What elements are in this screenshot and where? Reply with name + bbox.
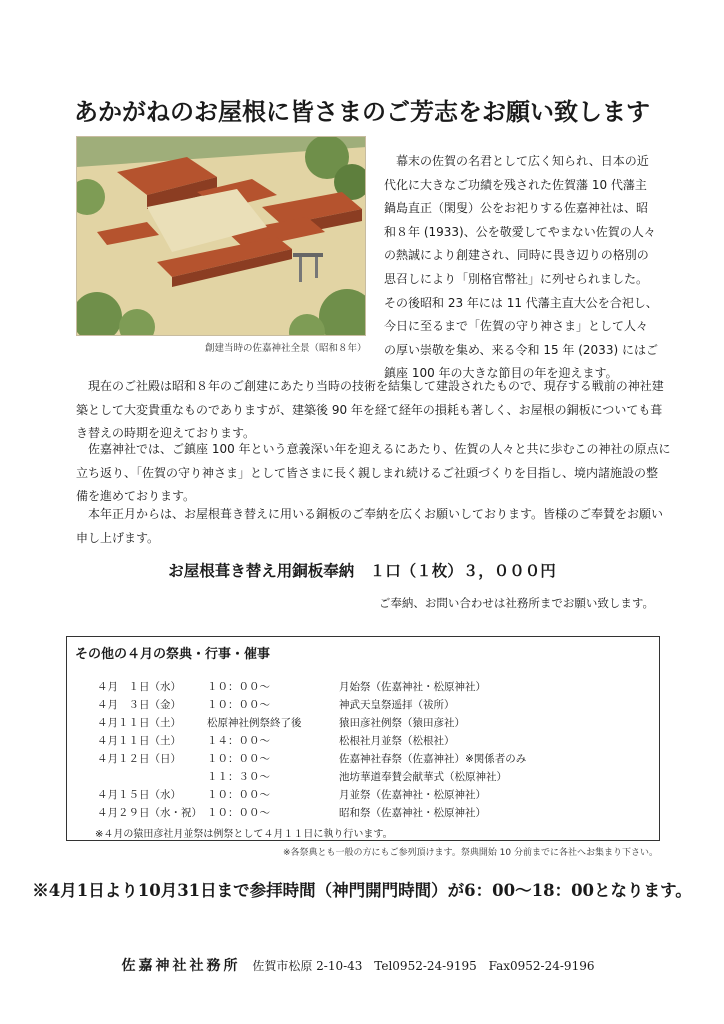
intro-line: 代化に大きなご功績を残された佐賀藩 10 代藩主: [384, 177, 647, 192]
intro-line: 思召しにより「別格官幣社」に列せられました。: [384, 271, 649, 286]
footer: [0, 955, 724, 975]
intro-line: の熱誠により創建され、同時に畏き辺りの格別の: [384, 248, 649, 263]
attendance-note: ※各祭典とも一般の方にもご参列頂けます。祭典開始 10 分前までに各社へお集まり下さい。: [283, 848, 658, 858]
intro-line: 鍋島直正（閑叟）公をお祀りする佐嘉神社は、昭: [384, 201, 649, 216]
event-name: 月並祭（佐嘉神社・松原神社）: [339, 789, 486, 801]
shrine-aerial-image: [77, 137, 366, 336]
photo-caption: 創建当時の佐嘉神社全景（昭和８年）: [205, 343, 367, 354]
event-row: [67, 751, 661, 769]
intro-line: 和８年 (1933)、公を敬愛してやまない佐賀の人々: [384, 224, 656, 239]
event-row: [67, 697, 661, 715]
paragraph-line: 現在のご社殿は昭和８年のご創建にあたり当時の技術を結集して建設されたもので、現存する戦前の神社建: [76, 379, 664, 393]
events-box: [66, 636, 660, 841]
paragraph-line: 佐嘉神社では、ご鎮座 100 年という意義深い年を迎えるにあたり、佐賀の人々と共に歩むこの神社の原点に: [76, 442, 671, 456]
event-name: 月始祭（佐嘉神社・松原神社）: [339, 681, 486, 693]
event-time: 松原神社例祭終了後: [207, 717, 302, 729]
events-note: ※４月の猿田彦社月並祭は例祭として４月１１日に執り行います。: [95, 829, 393, 840]
footer-phone: Tel0952-24-9195: [374, 959, 477, 973]
event-row: [67, 715, 661, 733]
intro-line: 幕末の佐賀の名君として広く知られ、日本の近: [384, 154, 649, 168]
footer-organization: 佐嘉神社社務所: [121, 958, 241, 974]
event-row: [67, 733, 661, 751]
event-name: 松根社月並祭（松根社）: [339, 735, 455, 747]
intro-text: [384, 150, 674, 386]
event-name: 佐嘉神社春祭（佐嘉神社）※関係者のみ: [339, 753, 527, 765]
visiting-hours-notice: ※4月1日より10月31日まで参拝時間（神門開門時間）が6：00～18：00となります。: [32, 881, 692, 900]
intro-line: 鎮座 100 年の大きな節目の年を迎えます。: [384, 366, 618, 381]
intro-line: の厚い崇敬を集め、来る令和 15 年 (2033) にはご: [384, 342, 658, 357]
event-date: ４月 ３日（金）: [97, 699, 181, 711]
paragraph-line: 築として大変貴重なものでありますが、建築後 90 年を経て経年の損耗も著しく、お屋根の銅板についても葺: [76, 402, 663, 417]
event-date: ４月１１日（土）: [97, 735, 181, 747]
paragraph-centennial: [76, 438, 671, 509]
event-time: １０：００～: [207, 807, 270, 819]
paragraph-line: 備を進めております。: [76, 489, 196, 503]
event-name: 神武天皇祭遥拝（祓所）: [339, 699, 455, 711]
intro-line: その後昭和 23 年には 11 代藩主直大公を合祀し、: [384, 295, 658, 310]
event-date: ４月 １日（水）: [97, 681, 181, 693]
event-row: [67, 769, 661, 787]
paragraph-line: 立ち返り、「佐賀の守り神さま」として皆さまに長く親しまれ続けるご社頭づくりを目指し、境内諸施設の整: [76, 465, 659, 480]
event-date: ４月２９日（水・祝）: [97, 807, 202, 819]
paragraph-line: 申し上げます。: [76, 530, 160, 545]
event-time: １４：００～: [207, 735, 270, 747]
event-name: 猿田彦社例祭（猿田彦社）: [339, 717, 465, 729]
event-time: １０：００～: [207, 789, 270, 801]
donation-offer: お屋根葺き替え用銅板奉納 １口（１枚）３，０００円: [168, 562, 556, 580]
footer-fax: Fax0952-24-9196: [488, 959, 595, 973]
intro-line: 今日に至るまで「佐賀の守り神さま」として人々: [384, 319, 649, 334]
event-date: ４月１２日（日）: [97, 753, 181, 765]
event-date: ４月１５日（水）: [97, 789, 181, 801]
events-title: その他の４月の祭典・行事・催事: [75, 647, 271, 662]
event-time: １０：００～: [207, 681, 270, 693]
footer-address: 佐賀市松原 2-10-43: [252, 959, 363, 973]
event-row: [67, 787, 661, 805]
paragraph-line: き替えの時期を迎えております。: [76, 426, 256, 440]
paragraph-donation: [76, 503, 666, 550]
paragraph-building: [76, 375, 666, 446]
paragraph-line: 本年正月からは、お屋根葺き替えに用いる銅板のご奉納を広くお願いしております。皆様のご奉賛をお願い: [76, 507, 664, 521]
contact-note: ご奉納、お問い合わせは社務所までお願い致します。: [378, 596, 654, 610]
event-row: [67, 805, 661, 823]
event-date: ４月１１日（土）: [97, 717, 181, 729]
event-time: １０：００～: [207, 699, 270, 711]
event-time: １１：３０～: [207, 771, 270, 783]
event-name: 池坊華道奉賛会献華式（松原神社）: [339, 771, 507, 783]
event-time: １０：００～: [207, 753, 270, 765]
page-title: あかがねのお屋根に皆さまのご芳志をお願い致します: [74, 97, 650, 126]
event-name: 昭和祭（佐嘉神社・松原神社）: [339, 807, 486, 819]
shrine-illustration: [76, 136, 366, 336]
event-row: [67, 679, 661, 697]
